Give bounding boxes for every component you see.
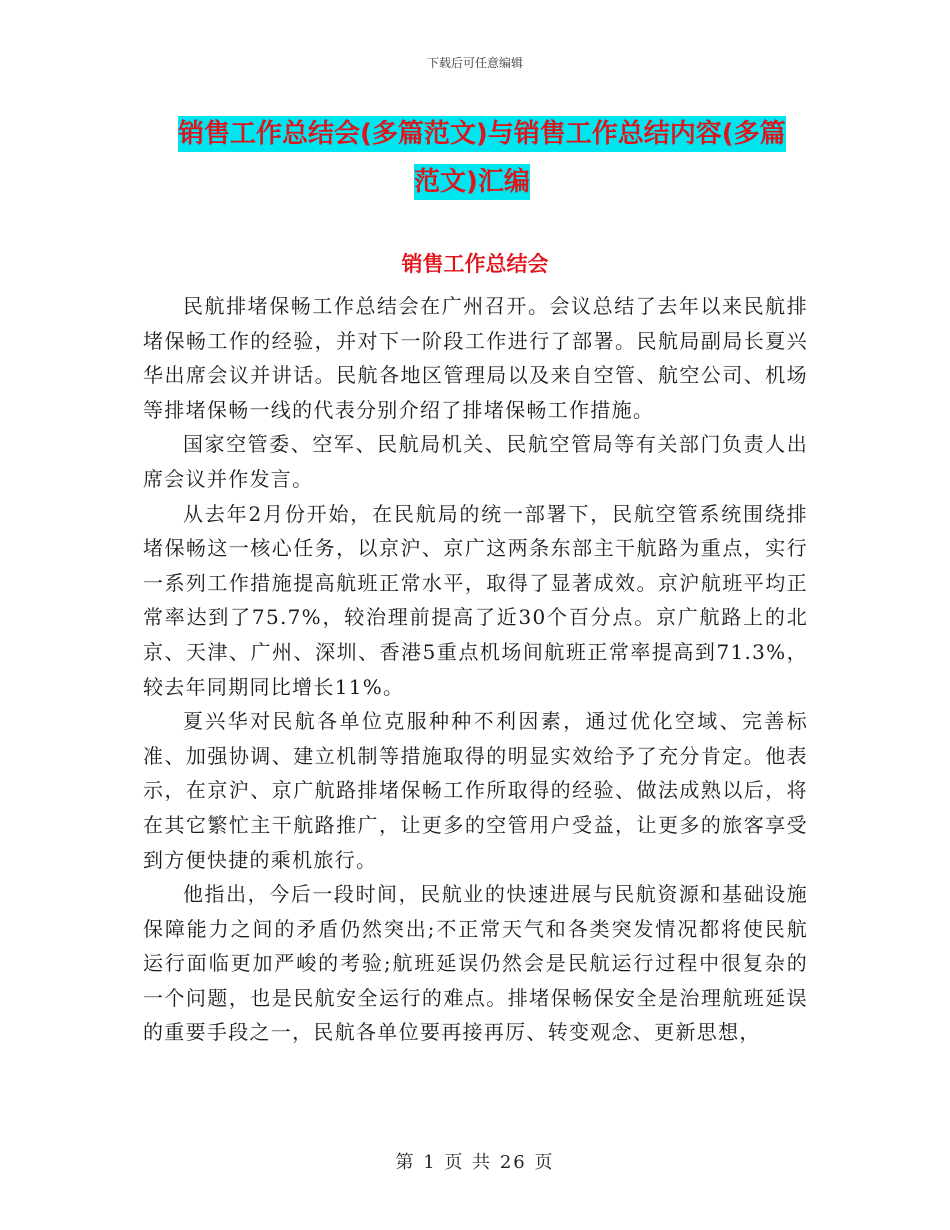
- document-title: [178, 110, 818, 206]
- title-line-2: [178, 158, 818, 206]
- header-note: 下载后可任意编辑: [426, 56, 523, 70]
- page-footer: 第 1 页 共 26 页: [395, 1152, 555, 1173]
- paragraph-3: 从去年2月份开始，在民航局的统一部署下，民航空管系统围绕排堵保畅这一核心任务，以京沪、京广这两条东部主干航路为重点，实行一系列工作措施提高航班正常水平，取得了显著成效。京沪航班平均正常率达到了75.7%，较治理前提高了近30个百分点。京广航路上的北京、天津、广州、深圳、香港5重点机场间航班正常率提高到71.3%，较去年同期同比增长11%。: [143, 501, 808, 699]
- section-title: 销售工作总结会: [401, 252, 549, 276]
- paragraph-2: 国家空管委、空军、民航局机关、民航空管局等有关部门负责人出席会议并作发言。: [143, 432, 808, 491]
- paragraph-4: 夏兴华对民航各单位克服种种不利因素，通过优化空域、完善标准、加强协调、建立机制等措施取得的明显实效给予了充分肯定。他表示，在京沪、京广航路排堵保畅工作所取得的经验、做法成熟以后，将在其它繁忙主干航路推广，让更多的空管用户受益，让更多的旅客享受到方便快捷的乘机旅行。: [143, 709, 808, 872]
- paragraph-1: 民航排堵保畅工作总结会在广州召开。会议总结了去年以来民航排堵保畅工作的经验，并对下一阶段工作进行了部署。民航局副局长夏兴华出席会议并讲话。民航各地区管理局以及来自空管、航空公司、机场等排堵保畅一线的代表分别介绍了排堵保畅工作措施。: [143, 294, 808, 422]
- body-text: [143, 289, 808, 1050]
- title-line-2-text: 范文)汇编: [414, 164, 530, 200]
- paragraph-5: 他指出，今后一段时间，民航业的快速进展与民航资源和基础设施保障能力之间的矛盾仍然突出;不正常天气和各类突发情况都将使民航运行面临更加严峻的考验;航班延误仍然会是民航运行过程中很复杂的一个问题，也是民航安全运行的难点。排堵保畅保安全是治理航班延误的重要手段之一，民航各单位要再接再厉、转变观念、更新思想，: [143, 882, 808, 1045]
- title-line-1-text: 销售工作总结会(多篇范文)与销售工作总结内容(多篇: [178, 116, 786, 152]
- title-line-1: [178, 110, 818, 158]
